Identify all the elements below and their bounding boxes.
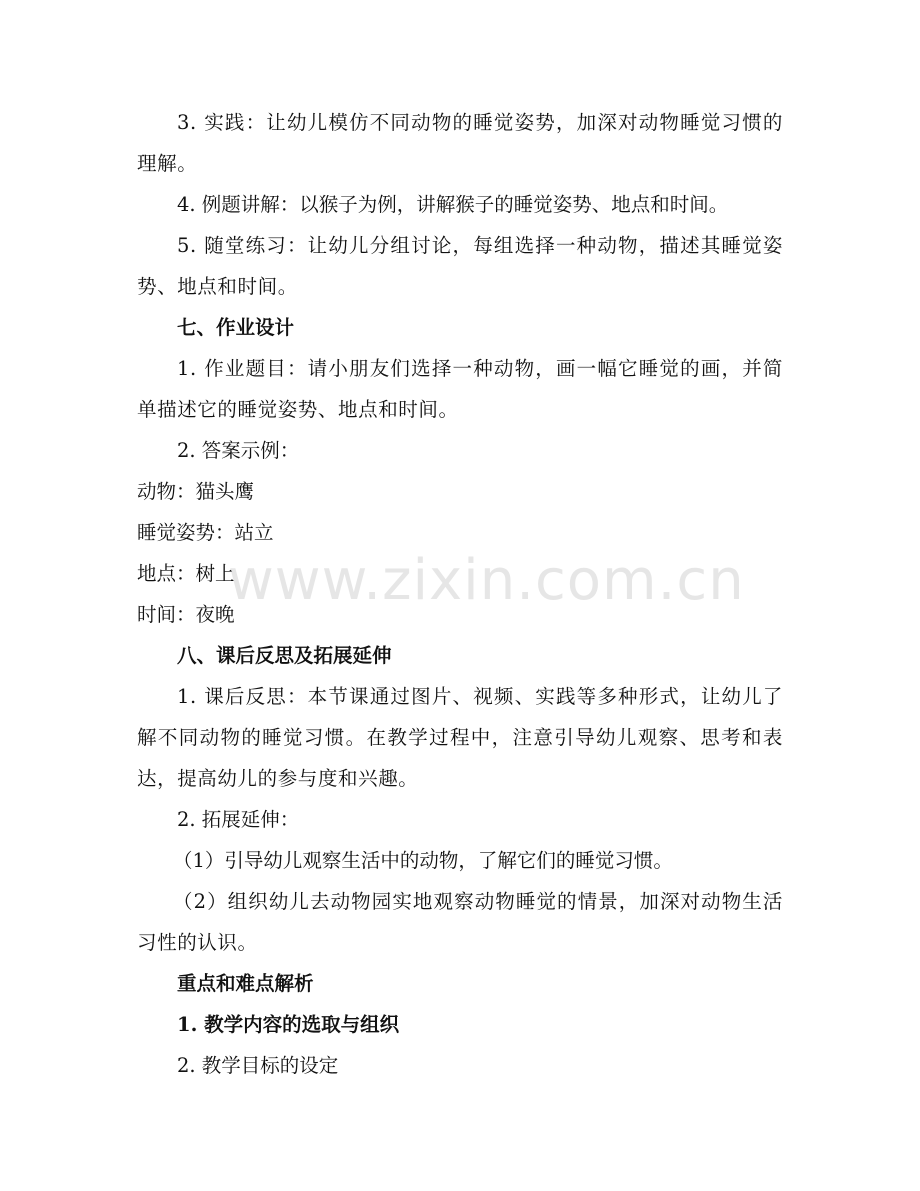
section-heading-homework: 七、作业设计 — [177, 316, 295, 339]
paragraph-class-exercise: 5. 随堂练习：让幼儿分组讨论，每组选择一种动物，描述其睡觉姿势、地点和时间。 — [137, 234, 783, 298]
paragraph-reflection: 1. 课后反思：本节课通过图片、视频、实践等多种形式，让幼儿了解不同动物的睡觉习惯。在教学过程中，注意引导幼儿观察、思考和表达，提高幼儿的参与度和兴趣。 — [137, 685, 783, 790]
answer-location: 地点：树上 — [137, 562, 235, 585]
paragraph-homework-topic: 1. 作业题目：请小朋友们选择一种动物，画一幅它睡觉的画，并简单描述它的睡觉姿势、地点和时间。 — [137, 357, 783, 421]
paragraph-extension: 2. 拓展延伸： — [177, 808, 300, 831]
key-point-2: 2. 教学目标的设定 — [177, 1054, 339, 1077]
paragraph-extension-item-1: （1）引导幼儿观察生活中的动物，了解它们的睡觉习惯。 — [173, 849, 673, 872]
answer-animal: 动物：猫头鹰 — [137, 480, 255, 503]
key-point-1: 1. 教学内容的选取与组织 — [177, 1013, 400, 1036]
paragraph-example: 4. 例题讲解：以猴子为例，讲解猴子的睡觉姿势、地点和时间。 — [177, 193, 729, 216]
paragraph-extension-item-2: （2）组织幼儿去动物园实地观察动物睡觉的情景，加深对动物生活习性的认识。 — [137, 890, 783, 954]
watermark: www.zixin.com.cn — [228, 548, 745, 613]
answer-posture: 睡觉姿势：站立 — [137, 521, 274, 544]
section-heading-key-points: 重点和难点解析 — [177, 972, 314, 995]
section-heading-reflection: 八、课后反思及拓展延伸 — [177, 644, 392, 667]
answer-time: 时间：夜晚 — [137, 603, 235, 626]
paragraph-answer-example: 2. 答案示例： — [177, 439, 300, 462]
paragraph-practice: 3. 实践：让幼儿模仿不同动物的睡觉姿势，加深对动物睡觉习惯的理解。 — [137, 111, 783, 175]
